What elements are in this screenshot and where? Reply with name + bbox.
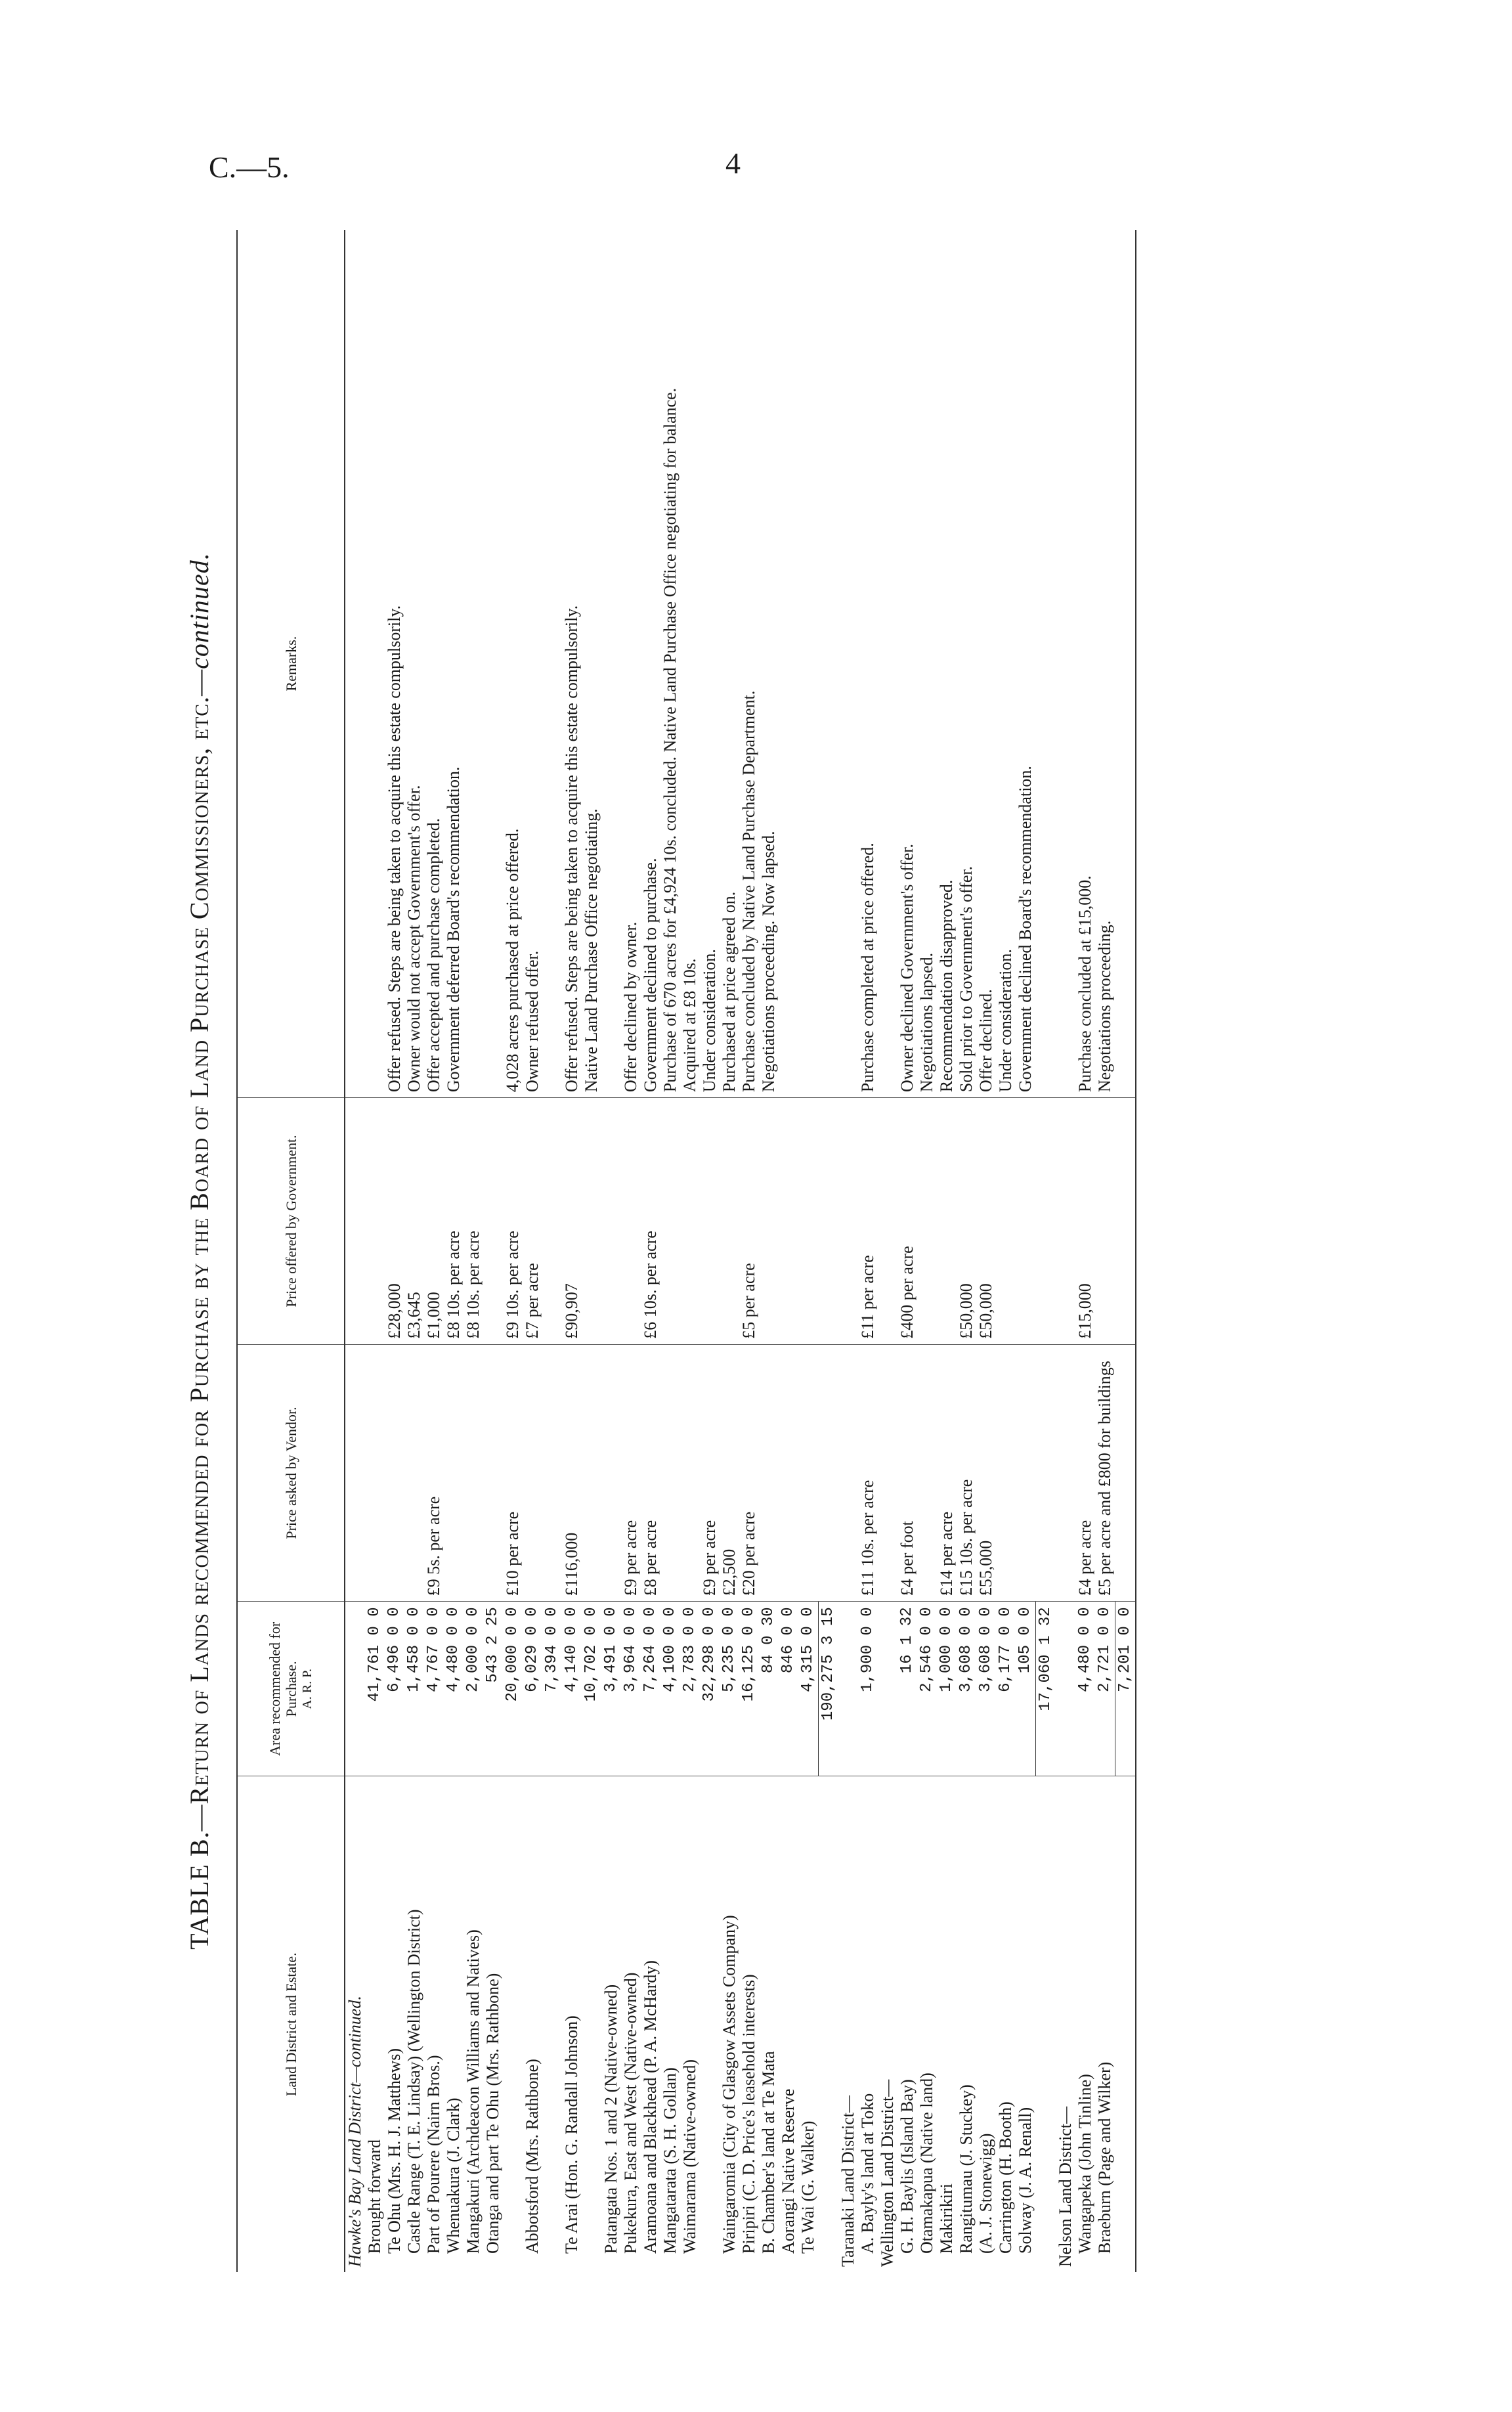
cell-price-government: £50,000: [957, 1098, 976, 1345]
land-purchase-table: [236, 230, 1136, 2272]
cell-remarks: Purchased at price agreed on.: [720, 230, 739, 1098]
table-row: [641, 230, 660, 2272]
column-header-remarks: Remarks.: [237, 230, 345, 1098]
cell-remarks: Purchase completed at price offered.: [858, 230, 878, 1098]
cell-remarks: [779, 230, 798, 1098]
area-units: A. R. P.: [299, 1669, 314, 1709]
cell-price-government: £1,000: [424, 1098, 444, 1345]
cell-remarks: Offer declined by owner.: [621, 230, 641, 1098]
cell-area: 543 2 25: [483, 1602, 503, 1776]
cell-price-vendor: [542, 1344, 562, 1602]
cell-remarks: Owner refused offer.: [523, 230, 542, 1098]
cell-area: [1056, 1602, 1075, 1776]
cell-remarks: Purchase concluded at £15,000.: [1075, 230, 1095, 1098]
cell-price-government: £8 10s. per acre: [464, 1098, 483, 1345]
cell-land-estate: [582, 1776, 601, 2272]
page-number: 4: [725, 146, 741, 180]
cell-price-vendor: [779, 1344, 798, 1602]
cell-remarks: [542, 230, 562, 1098]
cell-land-estate: A. Bayly's land at Toko: [858, 2093, 877, 2254]
cell-price-vendor: [878, 1344, 897, 1602]
cell-area: 6,496 0 0: [385, 1602, 404, 1776]
cell-area: 3,608 0 0: [957, 1602, 976, 1776]
cell-price-vendor: [1016, 1344, 1036, 1602]
cell-price-government: [720, 1098, 739, 1345]
table-row: [917, 230, 937, 2272]
cell-price-government: £3,645: [404, 1098, 424, 1345]
cell-price-vendor: £15 10s. per acre: [957, 1344, 976, 1602]
cell-remarks: Native Land Purchase Office negotiating.: [582, 230, 601, 1098]
cell-price-government: [700, 1098, 720, 1345]
cell-remarks: [1056, 230, 1075, 1098]
table-row: [680, 230, 700, 2272]
cell-price-government: [1016, 1098, 1036, 1345]
cell-area: 4,140 0 0: [562, 1602, 582, 1776]
cell-remarks: Recommendation disapproved.: [937, 230, 957, 1098]
cell-land-estate: Waimarama (Native-owned): [680, 2059, 699, 2254]
table-row: [503, 230, 523, 2272]
table-row: [957, 230, 976, 2272]
table-row: [523, 230, 542, 2272]
table-row: [858, 230, 878, 2272]
cell-price-government: £9 10s. per acre: [503, 1098, 523, 1345]
rotated-table-frame: [184, 230, 1398, 2272]
cell-land-estate: Aorangi Native Reserve: [779, 2088, 798, 2254]
cell-price-vendor: £2,500: [720, 1344, 739, 1602]
cell-remarks: Government declined to purchase.: [641, 230, 660, 1098]
cell-land-estate: Te Ohu (Mrs. H. J. Matthews): [385, 2048, 404, 2254]
table-row: [582, 230, 601, 2272]
cell-price-government: [937, 1098, 957, 1345]
table-row: [385, 230, 404, 2272]
cell-price-government: [838, 1098, 858, 1345]
cell-remarks: [878, 230, 897, 1098]
cell-price-vendor: £8 per acre: [641, 1344, 660, 1602]
cell-price-vendor: £4 per acre: [1075, 1344, 1095, 1602]
cell-remarks: [601, 230, 621, 1098]
cell-land-estate: [1115, 1776, 1136, 2272]
cell-land-estate: Te Wai (G. Walker): [798, 2120, 817, 2254]
cell-remarks: [1115, 230, 1136, 1098]
cell-area: 2,783 0 0: [680, 1602, 700, 1776]
cell-remarks: Government declined Board's recommendation.: [1016, 230, 1036, 1098]
cell-remarks: [483, 230, 503, 1098]
table-row: [838, 230, 858, 2272]
cell-area: 17,060 1 32: [1036, 1602, 1056, 1776]
cell-price-vendor: [680, 1344, 700, 1602]
cell-price-vendor: £55,000: [976, 1344, 996, 1602]
cell-area: 846 0 0: [779, 1602, 798, 1776]
cell-land-estate: Mangakuri (Archdeacon Williams and Natives): [464, 1929, 483, 2254]
cell-land-estate: Nelson Land District—: [1056, 2106, 1075, 2267]
cell-price-government: [1095, 1098, 1115, 1345]
cell-land-estate: Brought forward: [365, 2139, 384, 2254]
table-total-row: [1115, 230, 1136, 2272]
cell-price-vendor: [759, 1344, 779, 1602]
cell-land-estate: Wellington Land District—: [878, 2079, 897, 2267]
cell-land-estate: Abbotsford (Mrs. Rathbone): [523, 2059, 542, 2254]
column-header-area: Area recommended for Purchase. A. R. P.: [237, 1602, 345, 1776]
cell-price-vendor: [1056, 1344, 1075, 1602]
table-row: [878, 230, 897, 2272]
table-row: [1056, 230, 1075, 2272]
cell-price-government: £28,000: [385, 1098, 404, 1345]
cell-area: 6,029 0 0: [523, 1602, 542, 1776]
cell-price-government: [878, 1098, 897, 1345]
cell-price-government: [1056, 1098, 1075, 1345]
cell-area: 1,900 0 0: [858, 1602, 878, 1776]
cell-price-vendor: [996, 1344, 1016, 1602]
cell-land-estate: [1036, 1776, 1056, 2272]
cell-land-estate: [700, 1776, 720, 2272]
cell-price-government: £400 per acre: [897, 1098, 917, 1345]
table-title: TABLE B.—Return of Lands recommended for Purchase by the Board of Land Purchase Commissioners, etc.—continued.: [184, 552, 214, 1950]
cell-remarks: Acquired at £8 10s.: [680, 230, 700, 1098]
cell-remarks: [464, 230, 483, 1098]
cell-price-government: [660, 1098, 680, 1345]
cell-price-vendor: [404, 1344, 424, 1602]
cell-land-estate: Makirikiri: [937, 2183, 956, 2254]
cell-remarks: Offer accepted and purchase completed.: [424, 230, 444, 1098]
cell-land-estate: Solway (J. A. Renall): [1016, 2107, 1035, 2254]
cell-price-government: [582, 1098, 601, 1345]
cell-price-government: [819, 1098, 839, 1345]
cell-land-estate: Wangapeka (John Tinline): [1075, 2074, 1094, 2254]
cell-price-vendor: [838, 1344, 858, 1602]
table-total-row: [1036, 230, 1056, 2272]
cell-land-estate: Otamakapua (Native land): [917, 2072, 936, 2254]
cell-price-government: [621, 1098, 641, 1345]
cell-area: 20,000 0 0: [503, 1602, 523, 1776]
cell-area: 7,394 0 0: [542, 1602, 562, 1776]
cell-price-government: [680, 1098, 700, 1345]
cell-area: 190,275 3 15: [819, 1602, 839, 1776]
cell-price-vendor: £9 per acre: [700, 1344, 720, 1602]
table-row: [542, 230, 562, 2272]
cell-remarks: [345, 230, 365, 1098]
cell-remarks: [819, 230, 839, 1098]
cell-area: 4,315 0 0: [798, 1602, 819, 1776]
cell-price-vendor: £116,000: [562, 1344, 582, 1602]
cell-remarks: Government deferred Board's recommendation.: [444, 230, 464, 1098]
cell-area: 105 0 0: [1016, 1602, 1036, 1776]
cell-area: 4,480 0 0: [444, 1602, 464, 1776]
cell-price-vendor: [601, 1344, 621, 1602]
cell-area: 3,491 0 0: [601, 1602, 621, 1776]
cell-land-estate: Part of Pourere (Nairn Bros.): [424, 2055, 443, 2254]
page-header: [0, 0, 1512, 197]
cell-area: 7,201 0 0: [1115, 1602, 1136, 1776]
cell-price-vendor: £9 5s. per acre: [424, 1344, 444, 1602]
table-row: [976, 230, 996, 2272]
cell-remarks: Sold prior to Government's offer.: [957, 230, 976, 1098]
cell-price-government: [483, 1098, 503, 1345]
table-row: [660, 230, 680, 2272]
table-row: [345, 230, 365, 2272]
column-header-land: Land District and Estate.: [237, 1776, 345, 2272]
cell-price-vendor: [385, 1344, 404, 1602]
cell-price-government: [759, 1098, 779, 1345]
cell-price-vendor: £5 per acre and £800 for buildings: [1095, 1344, 1115, 1602]
cell-price-government: £7 per acre: [523, 1098, 542, 1345]
cell-price-vendor: £20 per acre: [739, 1344, 759, 1602]
cell-land-estate: Whenuakura (J. Clark): [444, 2097, 463, 2254]
cell-land-estate: Otanga and part Te Ohu (Mrs. Rathbone): [483, 1973, 502, 2254]
cell-price-vendor: [917, 1344, 937, 1602]
cell-price-vendor: [1036, 1344, 1056, 1602]
cell-price-vendor: £14 per acre: [937, 1344, 957, 1602]
cell-price-government: [1115, 1098, 1136, 1345]
cell-area: 1,000 0 0: [937, 1602, 957, 1776]
cell-price-vendor: [1115, 1344, 1136, 1602]
table-row: [720, 230, 739, 2272]
cell-land-estate: Patangata Nos. 1 and 2 (Native-owned): [601, 1984, 620, 2254]
table-row: [897, 230, 917, 2272]
cell-land-estate: Piripiri (C. D. Price's leasehold interests): [739, 1974, 758, 2254]
cell-remarks: Offer refused. Steps are being taken to acquire this estate compulsorily.: [385, 230, 404, 1098]
cell-land-estate: Pukekura, East and West (Native-owned): [621, 1972, 640, 2254]
cell-price-vendor: [660, 1344, 680, 1602]
cell-price-vendor: [798, 1344, 819, 1602]
cell-price-government: £6 10s. per acre: [641, 1098, 660, 1345]
cell-area: 41,761 0 0: [365, 1602, 385, 1776]
cell-remarks: 4,028 acres purchased at price offered.: [503, 230, 523, 1098]
cell-price-government: £15,000: [1075, 1098, 1095, 1345]
cell-area: [345, 1602, 365, 1776]
cell-land-estate: Te Arai (Hon. G. Randall Johnson): [562, 2015, 581, 2254]
cell-remarks: Under consideration.: [996, 230, 1016, 1098]
cell-price-government: £90,907: [562, 1098, 582, 1345]
cell-area: 4,767 0 0: [424, 1602, 444, 1776]
cell-price-vendor: [365, 1344, 385, 1602]
cell-land-estate: Rangitumau (J. Stuckey): [957, 2084, 976, 2254]
cell-remarks: [365, 230, 385, 1098]
column-header-price-vendor: Price asked by Vendor.: [237, 1344, 345, 1602]
cell-area: 5,235 0 0: [720, 1602, 739, 1776]
cell-remarks: Offer refused. Steps are being taken to acquire this estate compulsorily.: [562, 230, 582, 1098]
table-row: [483, 230, 503, 2272]
cell-price-government: [345, 1098, 365, 1345]
column-header-price-government: Price offered by Government.: [237, 1098, 345, 1345]
cell-area: 2,546 0 0: [917, 1602, 937, 1776]
cell-area: 2,721 0 0: [1095, 1602, 1115, 1776]
cell-price-government: £8 10s. per acre: [444, 1098, 464, 1345]
cell-price-government: [996, 1098, 1016, 1345]
table-body: [345, 230, 1136, 2272]
table-row: [1095, 230, 1115, 2272]
table-row: [759, 230, 779, 2272]
cell-land-estate: G. H. Baylis (Island Bay): [897, 2079, 917, 2254]
cell-land-estate: Taranaki Land District—: [838, 2095, 857, 2267]
cell-land-estate: B. Chamber's land at Te Mata: [759, 2051, 778, 2254]
cell-price-government: [1036, 1098, 1056, 1345]
cell-price-government: [917, 1098, 937, 1345]
cell-land-estate: [503, 1776, 523, 2272]
cell-price-government: [779, 1098, 798, 1345]
table-row: [562, 230, 582, 2272]
cell-land-estate: Mangatarata (S. H. Gollan): [660, 2067, 680, 2254]
cell-price-government: [542, 1098, 562, 1345]
cell-land-estate: Castle Range (T. E. Lindsay) (Wellington District): [404, 1909, 423, 2254]
cell-remarks: Negotiations proceeding. Now lapsed.: [759, 230, 779, 1098]
cell-land-estate: [542, 1776, 562, 2272]
cell-remarks: Purchase of 670 acres for £4,924 10s. concluded. Native Land Purchase Office negotiating for balance.: [660, 230, 680, 1098]
cell-remarks: Purchase concluded by Native Land Purchase Department.: [739, 230, 759, 1098]
cell-price-vendor: [345, 1344, 365, 1602]
cell-area: 10,702 0 0: [582, 1602, 601, 1776]
cell-area: 32,298 0 0: [700, 1602, 720, 1776]
table-row: [798, 230, 819, 2272]
table-row: [937, 230, 957, 2272]
table-row: [739, 230, 759, 2272]
table-row: [601, 230, 621, 2272]
cell-price-government: £50,000: [976, 1098, 996, 1345]
cell-price-vendor: [819, 1344, 839, 1602]
cell-remarks: [798, 230, 819, 1098]
table-row: [779, 230, 798, 2272]
cell-area: 1,458 0 0: [404, 1602, 424, 1776]
cell-price-vendor: £4 per foot: [897, 1344, 917, 1602]
cell-price-vendor: £11 10s. per acre: [858, 1344, 878, 1602]
cell-price-vendor: [464, 1344, 483, 1602]
document-reference: C.—5.: [209, 150, 290, 184]
cell-land-estate: Hawke's Bay Land District—continued.: [345, 1996, 364, 2267]
table-row: [464, 230, 483, 2272]
cell-price-government: [798, 1098, 819, 1345]
cell-price-vendor: [483, 1344, 503, 1602]
cell-remarks: [838, 230, 858, 1098]
cell-land-estate: Carrington (H. Booth): [996, 2101, 1015, 2254]
cell-land-estate: (A. J. Stonewigg): [976, 2133, 995, 2254]
table-total-row: [819, 230, 839, 2272]
cell-area: 4,480 0 0: [1075, 1602, 1095, 1776]
cell-remarks: Negotiations lapsed.: [917, 230, 937, 1098]
cell-land-estate: Aramoana and Blackhead (P. A. McHardy): [641, 1960, 660, 2254]
cell-area: 3,964 0 0: [621, 1602, 641, 1776]
cell-price-vendor: [444, 1344, 464, 1602]
table-row: [365, 230, 385, 2272]
cell-area: 16,125 0 0: [739, 1602, 759, 1776]
table-row: [1016, 230, 1036, 2272]
cell-remarks: Negotiations proceeding.: [1095, 230, 1115, 1098]
table-row: [404, 230, 424, 2272]
cell-area: [878, 1602, 897, 1776]
cell-price-vendor: £10 per acre: [503, 1344, 523, 1602]
cell-area: 16 1 32: [897, 1602, 917, 1776]
cell-remarks: Owner would not accept Government's offer.: [404, 230, 424, 1098]
cell-land-estate: Waingaromia (City of Glasgow Assets Company): [720, 1915, 739, 2254]
cell-land-estate: [819, 1776, 839, 2272]
cell-price-vendor: [582, 1344, 601, 1602]
table-row: [996, 230, 1016, 2272]
table-row: [621, 230, 641, 2272]
cell-price-government: £11 per acre: [858, 1098, 878, 1345]
cell-area: 6,177 0 0: [996, 1602, 1016, 1776]
cell-area: [838, 1602, 858, 1776]
cell-price-government: [365, 1098, 385, 1345]
cell-area: 84 0 30: [759, 1602, 779, 1776]
cell-price-vendor: £9 per acre: [621, 1344, 641, 1602]
cell-price-vendor: [523, 1344, 542, 1602]
cell-area: 7,264 0 0: [641, 1602, 660, 1776]
table-row: [444, 230, 464, 2272]
table-row: [700, 230, 720, 2272]
table-header-row: [237, 230, 345, 2272]
cell-area: 3,608 0 0: [976, 1602, 996, 1776]
cell-remarks: Under consideration.: [700, 230, 720, 1098]
table-row: [1075, 230, 1095, 2272]
table-row: [424, 230, 444, 2272]
cell-price-government: £5 per acre: [739, 1098, 759, 1345]
cell-price-government: [601, 1098, 621, 1345]
cell-area: 4,100 0 0: [660, 1602, 680, 1776]
cell-remarks: Offer declined.: [976, 230, 996, 1098]
cell-remarks: [1036, 230, 1056, 1098]
cell-remarks: Owner declined Government's offer.: [897, 230, 917, 1098]
cell-area: 2,000 0 0: [464, 1602, 483, 1776]
cell-land-estate: Braeburn (Page and Wilker): [1095, 2061, 1114, 2254]
